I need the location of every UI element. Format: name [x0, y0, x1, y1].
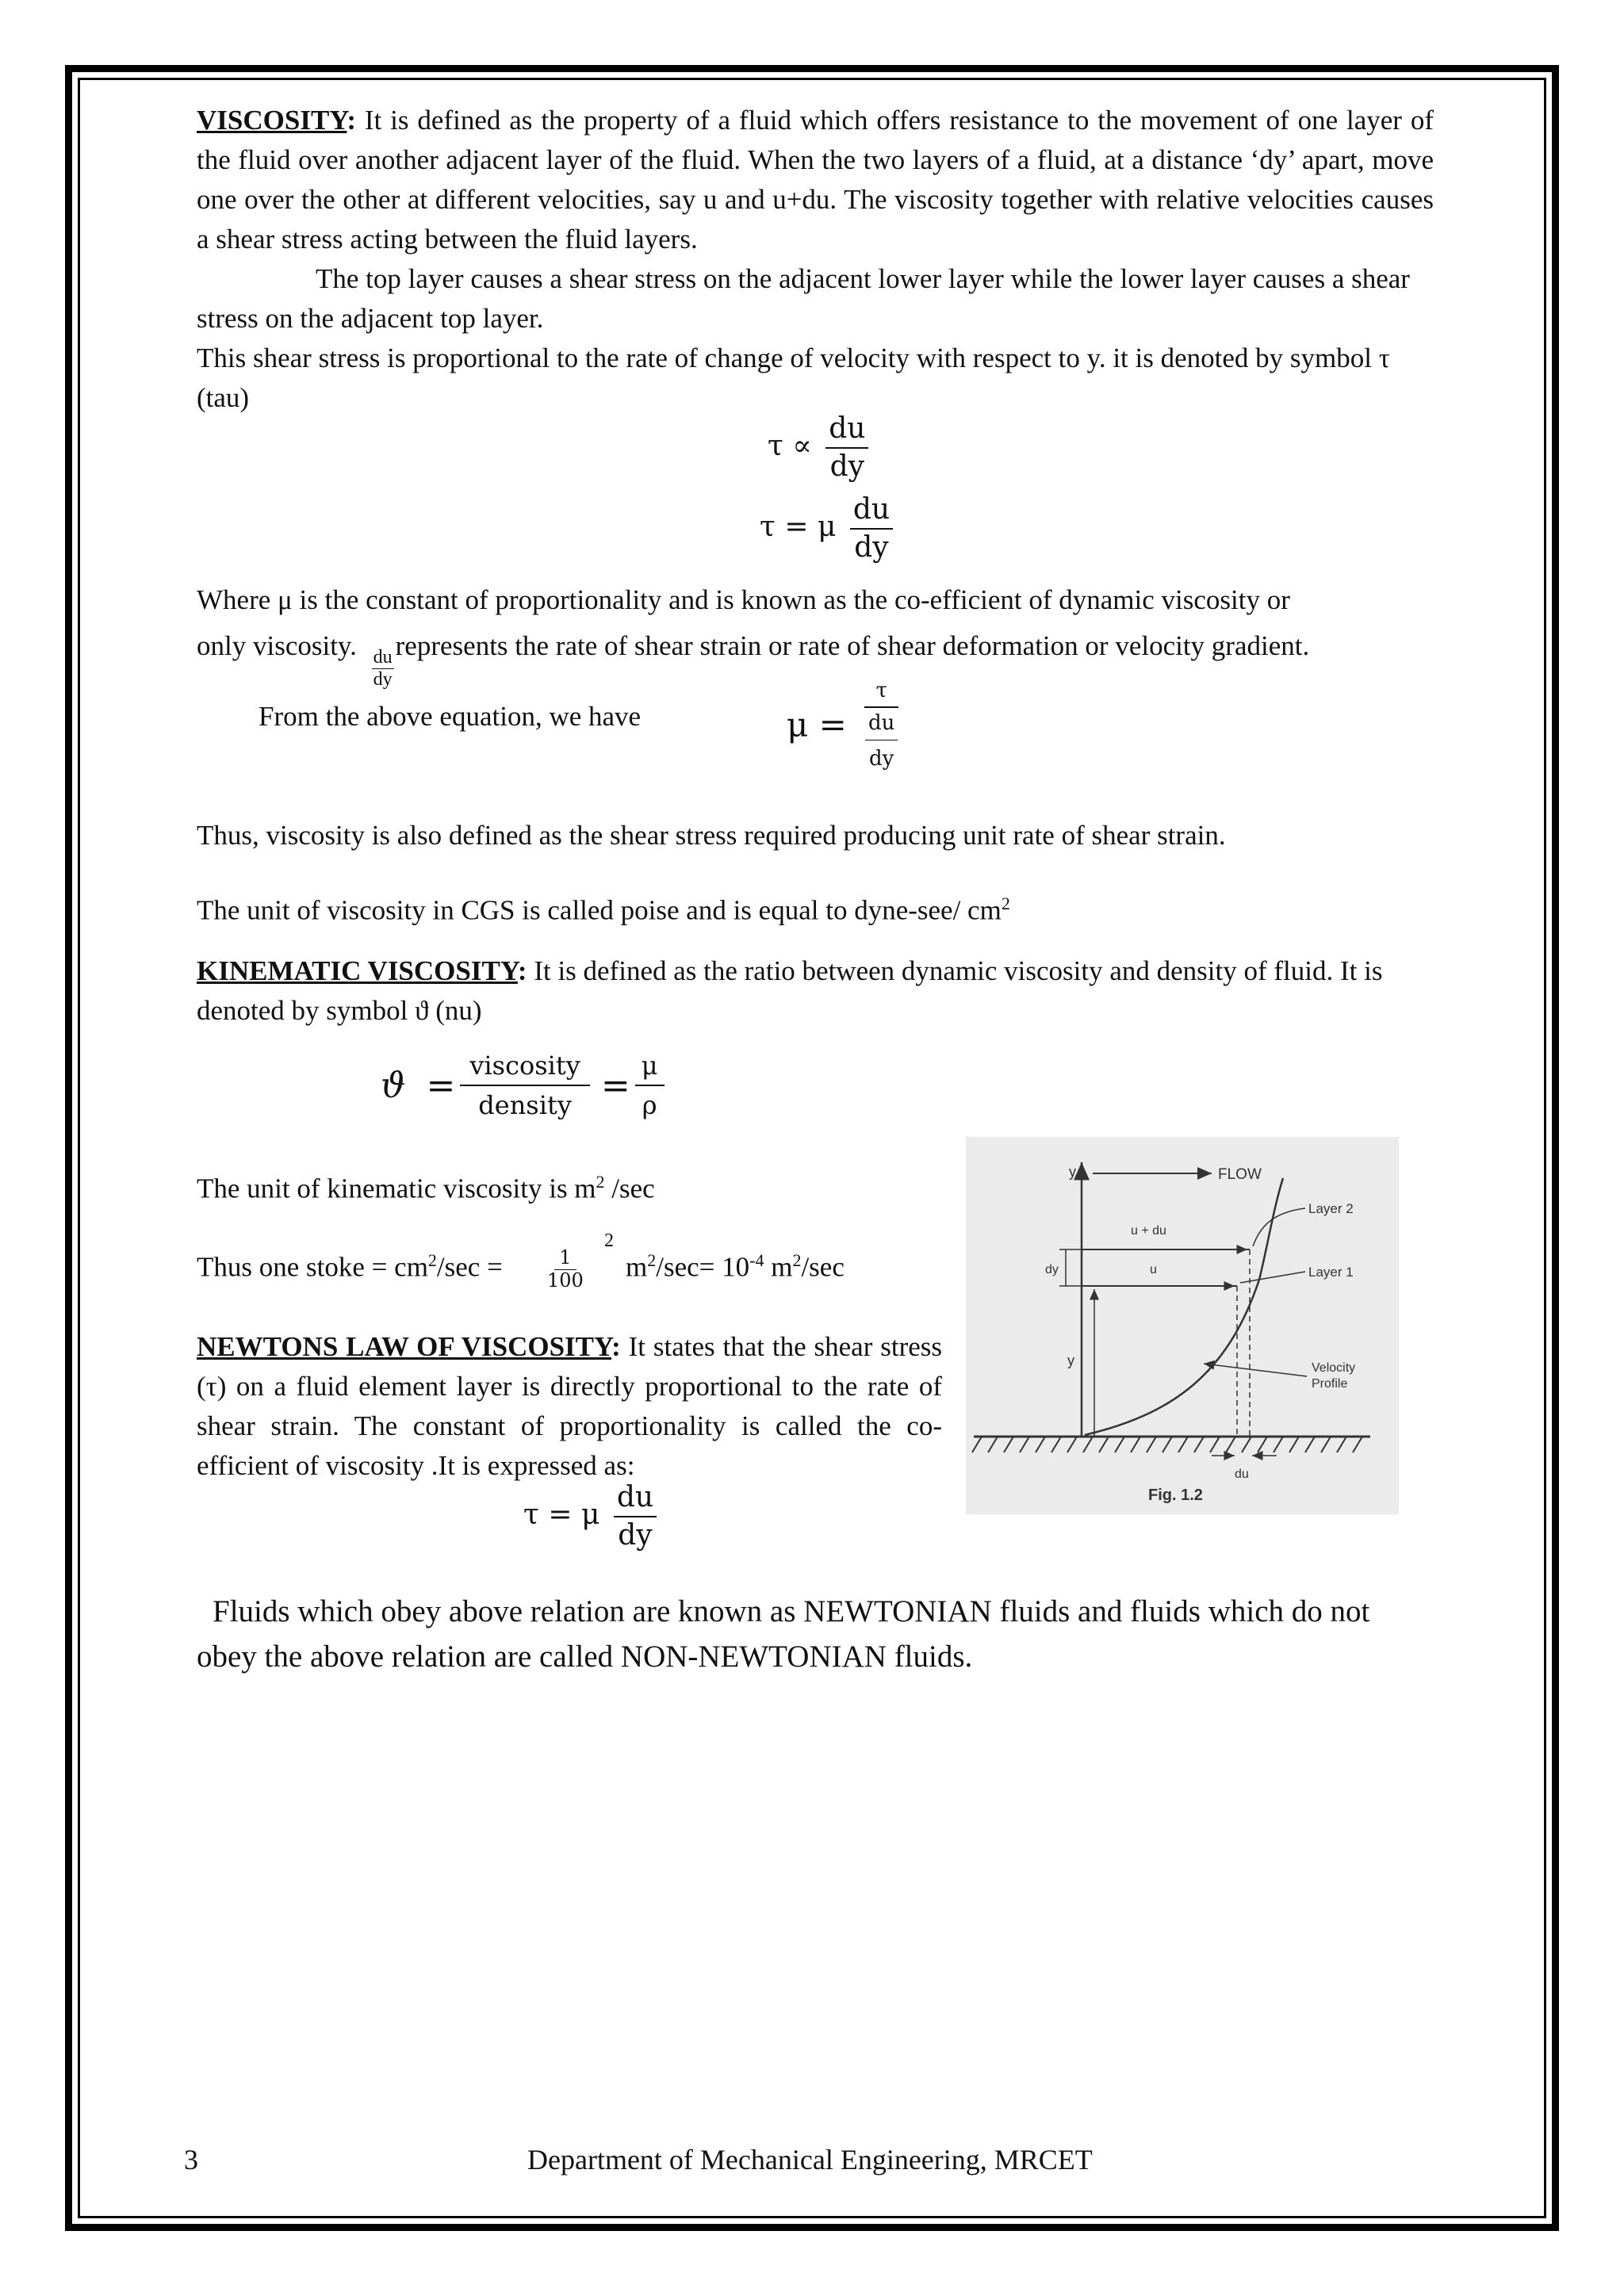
stoke-line [197, 1241, 503, 1288]
fraction-denominator: density [478, 1089, 572, 1120]
velocity-profile-figure [966, 1137, 1399, 1514]
viscosity-shear-paragraph: The top layer causes a shear stress on the adjacent lower layer while the lower layer causes a shear stress on the adjacent top layer. [197, 263, 1410, 334]
label-velocity: Velocity [1312, 1361, 1356, 1375]
fraction-denominator: dy [373, 669, 393, 691]
fraction-denominator: ρ [642, 1089, 657, 1120]
equation-tau-prop-lhs: τ ∝ [768, 429, 812, 462]
superscript: 2 [647, 1250, 657, 1270]
equals-sign: = [426, 1065, 456, 1106]
fraction-denominator: dy [869, 746, 894, 771]
equation-mu [787, 680, 901, 770]
stoke-text-f: /sec [801, 1251, 845, 1283]
newton-definition: It states that the shear stress (τ) on a fluid element layer is directly proportional to the rate of shear strain. The constant of proportionality is called the co- efficient of viscosity .It is expressed as: [197, 1331, 942, 1481]
superscript: -4 [749, 1250, 764, 1270]
velocity-profile-pointer [1204, 1364, 1307, 1376]
newton-heading: NEWTONS LAW OF VISCOSITY [197, 1331, 612, 1362]
fraction-numerator: du [850, 495, 893, 530]
viscosity-gradient-start: only viscosity. [197, 630, 357, 661]
kinematic-definition: It is defined as the ratio between dynamic viscosity and density of fluid. It is denoted by symbol ϑ (nu) [197, 955, 1383, 1026]
fraction-du-dy [614, 1483, 657, 1551]
kinematic-unit-end: /sec [604, 1173, 655, 1204]
footer-department: Department of Mechanical Engineering, MRCET [527, 2144, 1093, 2175]
fraction-numerator: du [372, 648, 394, 669]
viscosity-where-line: Where μ is the constant of proportionality and is known as the co-efficient of dynamic viscosity or [197, 584, 1290, 615]
newton-paragraph [197, 1327, 942, 1486]
fraction-numerator: μ [635, 1053, 665, 1086]
stoke-fraction-wrap [546, 1248, 585, 1291]
label-layer2: Layer 2 [1308, 1201, 1354, 1216]
viscosity-proportional-paragraph: This shear stress is proportional to the rate of change of velocity with respect to y. it is denoted by symbol τ (tau) [197, 342, 1390, 413]
kinematic-paragraph [197, 951, 1434, 1031]
equals-sign: = [600, 1065, 630, 1106]
fraction-mu-rho [635, 1050, 665, 1120]
label-du: du [1235, 1468, 1249, 1481]
fraction-du-dy-inline [372, 648, 394, 690]
equation-mu-lhs: μ = [787, 705, 847, 744]
viscosity-thus-paragraph: Thus, viscosity is also defined as the shear stress required producing unit rate of shear strain. [197, 820, 1226, 851]
page-number: 3 [184, 2144, 198, 2175]
fraction-du-dy-nested [865, 713, 898, 770]
ground-hatching [972, 1437, 1362, 1452]
velocity-profile-curve [1085, 1178, 1283, 1435]
label-y-distance: y [1067, 1353, 1074, 1368]
kinematic-colon: : [517, 955, 527, 986]
viscosity-definition: It is defined as the property of a fluid which offers resistance to the movement of one layer of the fluid over another adjacent layer of the fluid. When the two layers of a fluid, at a distance ‘dy’ apart, move one over the other at different velocities, say u and u+du. The viscosity together with relative velocities causes a shear stress acting between the fluid layers. [197, 105, 1434, 254]
viscosity-gradient-end: represents the rate of shear strain or rate of shear deformation or velocity gradient. [395, 630, 1310, 661]
kinematic-unit-text: The unit of kinematic viscosity is m [197, 1173, 596, 1204]
flow-label: FLOW [1218, 1166, 1262, 1183]
newton-colon: : [611, 1331, 621, 1362]
fraction-denominator [862, 708, 901, 770]
newtonian-fluids-paragraph: Fluids which obey above relation are known as NEWTONIAN fluids and fluids which do not obey the above relation are called NON-NEWTONIAN fluids. [197, 1594, 1370, 1674]
figure-caption: Fig. 1.2 [1148, 1487, 1203, 1504]
from-above-text: From the above equation, we have [259, 701, 642, 732]
viscosity-paragraph [197, 101, 1434, 259]
label-layer1: Layer 1 [1308, 1265, 1354, 1280]
stoke-text-d: /sec= 10 [656, 1251, 750, 1283]
layer2-pointer [1253, 1208, 1305, 1246]
equation-tau-mu-lhs: τ = μ [760, 510, 837, 543]
equation-tau-mu [760, 495, 893, 563]
label-u-plus-du: u + du [1131, 1224, 1166, 1238]
fraction-numerator: τ [864, 680, 898, 708]
stoke-text-b: /sec = [436, 1251, 503, 1283]
viscosity-heading: VISCOSITY [197, 105, 347, 136]
equation-tau-proportional [768, 414, 868, 482]
fraction-du-dy [825, 414, 868, 482]
velocity-profile-diagram [966, 1137, 1399, 1514]
fraction-numerator: du [614, 1483, 657, 1517]
stoke-line-rest [626, 1241, 845, 1288]
superscript: 2 [427, 1250, 437, 1270]
fraction-numerator: viscosity [460, 1053, 590, 1086]
equation-nu-symbol: ϑ [381, 1065, 406, 1106]
superscript: 2 [596, 1172, 605, 1192]
equation-newton [523, 1483, 657, 1551]
stoke-raised-exponent: 2 [604, 1230, 614, 1251]
label-dy: dy [1045, 1263, 1059, 1276]
fraction-tau-over-dudy [862, 680, 901, 770]
superscript: 2 [792, 1250, 802, 1270]
superscript: 2 [1001, 894, 1010, 913]
fraction-numerator: du [865, 713, 898, 740]
equation-newton-lhs: τ = μ [523, 1498, 600, 1531]
fraction-numerator: du [825, 414, 868, 449]
kinematic-unit-line [197, 1162, 655, 1209]
viscosity-colon: : [347, 105, 357, 136]
y-axis-label: y [1069, 1164, 1076, 1180]
viscosity-unit-paragraph [197, 884, 1434, 931]
fraction-numerator: 1 [554, 1248, 576, 1270]
viscosity-gradient-line [197, 626, 1309, 690]
label-u: u [1150, 1263, 1157, 1276]
fraction-denominator: dy [854, 530, 889, 564]
viscosity-unit-text: The unit of viscosity in CGS is called poise and is equal to dyne-see/ cm [197, 894, 1002, 926]
fraction-denominator: dy [829, 450, 864, 483]
kinematic-heading: KINEMATIC VISCOSITY [197, 955, 518, 986]
fraction-viscosity-density [460, 1050, 590, 1120]
equation-nu [381, 1050, 665, 1120]
label-profile: Profile [1312, 1377, 1348, 1391]
stoke-text-c: m [626, 1251, 648, 1283]
stoke-text-e: m [764, 1251, 793, 1283]
fraction-one-hundredth [546, 1248, 585, 1291]
fraction-du-dy [850, 495, 893, 563]
fraction-denominator: dy [618, 1518, 653, 1552]
stoke-text-a: Thus one stoke = cm [197, 1251, 428, 1283]
fraction-denominator: 100 [547, 1269, 584, 1292]
